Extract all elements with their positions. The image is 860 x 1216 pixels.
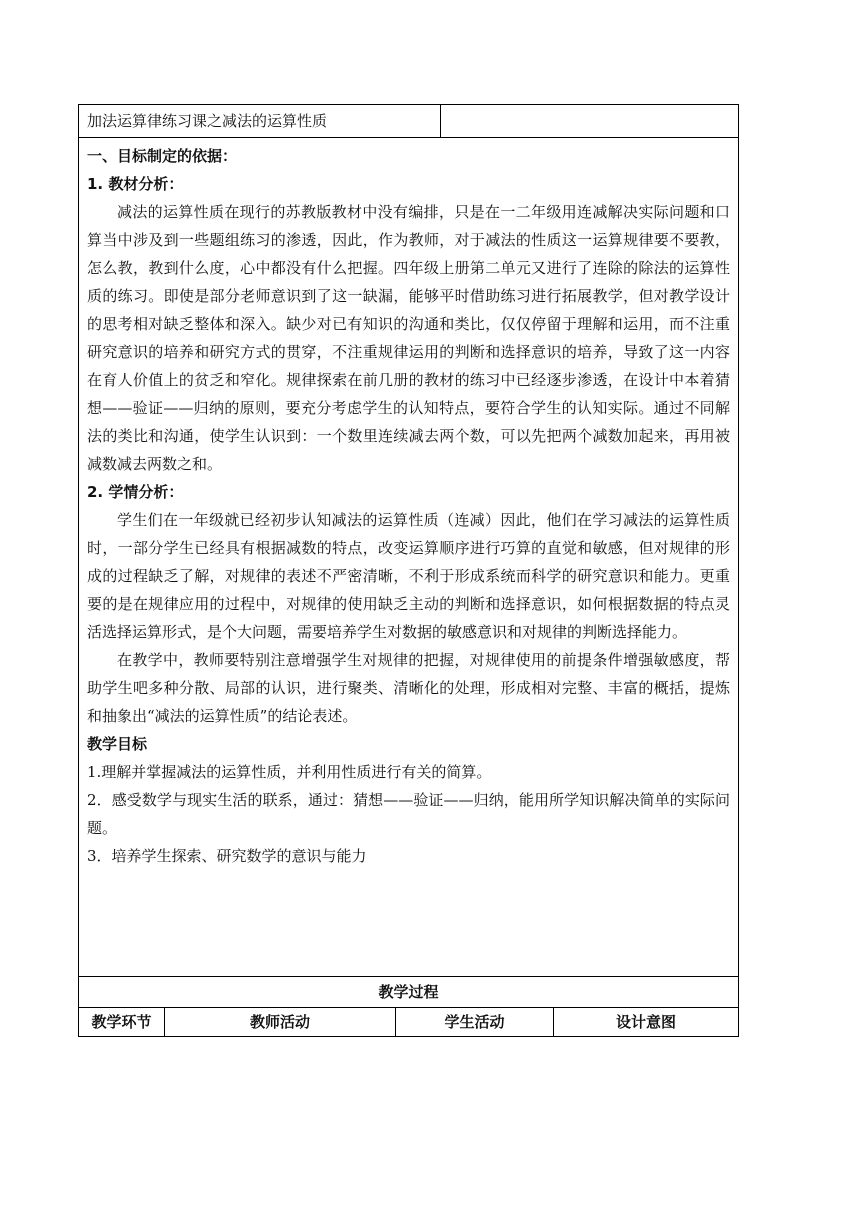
column-header: 教师活动 (165, 1008, 396, 1036)
process-table-header (78, 1008, 739, 1037)
title-empty-cell (441, 105, 738, 137)
column-header: 学生活动 (396, 1008, 554, 1036)
student-analysis-heading: 2. 学情分析： (87, 483, 184, 501)
teaching-note-text: 在教学中，教师要特别注意增强学生对规律的把握，对规律使用的前提条件增强敏感度，帮助学生吧多种分散、局部的认识，进行聚类、清晰化的处理，形成相对完整、丰富的概括，提炼和抽象出“减法的运算性质”的结论表述。 (87, 651, 730, 725)
lesson-title: 加法运算律练习课之减法的运算性质 (79, 105, 441, 137)
content-cell (78, 138, 739, 977)
column-header: 教学环节 (79, 1008, 165, 1036)
title-row (78, 104, 739, 138)
column-header: 设计意图 (615, 1013, 676, 1031)
goals-heading: 教学目标 (87, 735, 148, 753)
goal-item: 3．培养学生探索、研究数学的意识与能力 (87, 847, 367, 865)
section-heading: 一、目标制定的依据： (87, 147, 238, 165)
student-analysis-text: 学生们在一年级就已经初步认知减法的运算性质（连减）因此，他们在学习减法的运算性质时，一部分学生已经具有根据减数的特点，改变运算顺序进行巧算的直觉和敏感，但对规律的形成的过程缺乏了解，对规律的表述不严密清晰，不利于形成系统而科学的研究意识和能力。更重要的是在规律应用的过程中，对规律的使用缺乏主动的判断和选择意识，如何根据数据的特点灵活选择运算形式，是个大问题，需要培养学生对数据的敏感意识和对规律的判断选择能力。 (87, 511, 730, 641)
goal-item: 1.理解并掌握减法的运算性质，并利用性质进行有关的简算。 (87, 763, 492, 781)
lesson-plan-document (78, 104, 739, 1037)
goal-item: 2．感受数学与现实生活的联系，通过：猜想——验证——归纳，能用所学知识解决简单的实际问题。 (87, 791, 730, 837)
textbook-analysis-text: 减法的运算性质在现行的苏教版教材中没有编排，只是在一二年级用连减解决实际问题和口算当中涉及到一些题组练习的渗透，因此，作为教师，对于减法的性质这一运算规律要不要教，怎么教，教到什么度，心中都没有什么把握。四年级上册第二单元又进行了连除的除法的运算性质的练习。即使是部分老师意识到了这一缺漏，能够平时借助练习进行拓展教学，但对教学设计的思考相对缺乏整体和深入。缺少对已有知识的沟通和类比，仅仅停留于理解和运用，而不注重研究意识的培养和研究方式的贯穿，不注重规律运用的判断和选择意识的培养，导致了这一内容在育人价值上的贫乏和窄化。规律探索在前几册的教材的练习中已经逐步渗透，在设计中本着猜想——验证——归纳的原则，要充分考虑学生的认知特点，要符合学生的认知实际。通过不同解法的类比和沟通，使学生认识到：一个数里连续减去两个数，可以先把两个减数加起来，再用被减数减去两数之和。 (87, 203, 730, 473)
textbook-analysis-heading: 1. 教材分析： (87, 175, 184, 193)
process-title: 教学过程 (78, 977, 739, 1008)
